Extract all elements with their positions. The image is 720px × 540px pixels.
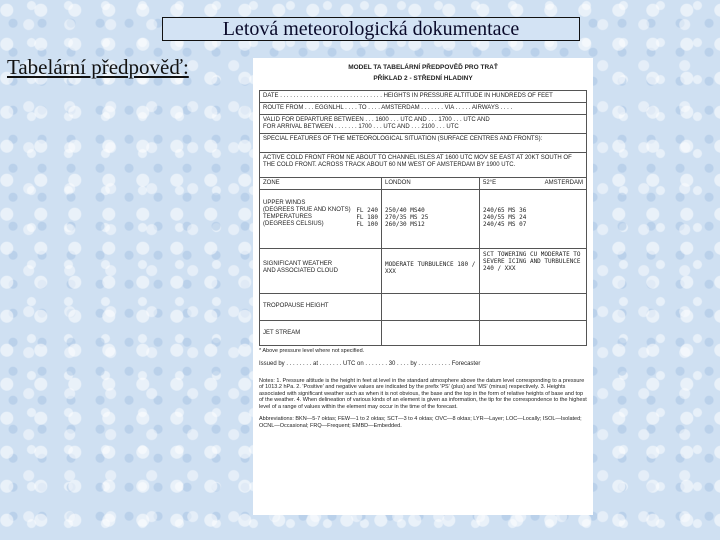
validity-row — [260, 115, 586, 134]
zone-london: LONDON — [382, 178, 480, 189]
zone-mid: 52°E — [483, 180, 497, 186]
weather-row — [260, 249, 586, 294]
special-features-row: SPECIAL FEATURES OF THE METEOROLOGICAL SITUATION (SURFACE CENTRES AND FRONTS): — [260, 134, 586, 153]
jet-stream-label: JET STREAM — [260, 321, 382, 345]
valid-departure: VALID FOR DEPARTURE BETWEEN . . . 1600 . . . UTC AND . . . 1700 . . . UTC AND — [263, 117, 490, 123]
doc-frame — [259, 90, 587, 346]
upper-winds-row — [260, 190, 586, 249]
doc-abbreviations: Abbreviations: BKN—5-7 oktas; FEW—1 to 2 oktas; SCT—3 to 4 oktas; OVC—8 oktas; LYR—Layer; LOC—Locally; ISOL—Isolated; OCNL—Occasional; FRQ—Frequent; EMBD—Embedded. — [259, 416, 582, 429]
forecast-document — [253, 58, 593, 515]
valid-arrival: FOR ARRIVAL BETWEEN . . . . . . . 1700 . . . UTC AND . . . 2100 . . . UTC — [263, 124, 459, 130]
cold-front-row: ACTIVE COLD FRONT FROM NE ABOUT TO CHANNEL ISLES AT 1600 UTC MOV SE EAST AT 20KT SOUTH OF THE COLD FRONT. ACROSS TRACK ABOUT 60 NM WEST OF AMSTERDAM BY 1900 UTC. — [260, 153, 586, 178]
doc-notes: Notes: 1. Pressure altitude is the height in feet at level in the standard atmosphere above the datum level corresponding to a pressure of 1013.2 hPa. 2. 'Positive' and negative values are indicated by the prefix 'PS' (plus) and 'MS' (minus) respectively. 3. Heights associated with significant weather such as when it is not obvious, the base and the top in the form of relative heights of base and top of the weather. 4. When delineation of various kinds of an element is given as information, the tip for the correspondence to the highest level of a range of values within the element may occur in the time of the forecast. — [259, 377, 587, 410]
above-note: * Above pressure level where not specified. — [259, 348, 365, 354]
winds-london-values: 250/40 MS40 270/35 MS 25 260/30 MS12 — [382, 190, 480, 248]
slide-subtitle: Tabelární předpověď: — [7, 55, 189, 79]
doc-model-title: MODEL TA TABELÁRNÍ PŘEDPOVĚĎ PRO TRAŤ — [348, 64, 498, 71]
slide-title: Letová meteorologická dokumentace — [162, 17, 580, 41]
zone-amsterdam: AMSTERDAM — [544, 180, 583, 186]
winds-labels: UPPER WINDS (DEGREES TRUE AND KNOTS) TEMPERATURES (DEGREES CELSIUS) — [263, 200, 351, 227]
winds-amsterdam-values: 240/65 MS 36 240/55 MS 24 240/45 MS 07 — [483, 207, 527, 228]
tropopause-label: TROPOPAUSE HEIGHT — [260, 294, 382, 320]
zone-label: ZONE — [260, 178, 382, 189]
route-row: ROUTE FROM . . . EGGNLHL . . . . TO . . . . AMSTERDAM . . . . . . . VIA . . . . . AIRWAYS . . . . — [260, 103, 586, 115]
tropopause-row — [260, 294, 586, 321]
zone-header-row — [260, 178, 586, 190]
jet-stream-row — [260, 321, 586, 345]
issued-line: Issued by . . . . . . . . at . . . . . . . UTC on . . . . . . . 30 . . . . by . . . . . . . . . . Forecaster — [259, 360, 481, 367]
doc-example-title: PŘÍKLAD 2 - STŘEDNÍ HLADINY — [373, 75, 473, 82]
weather-amsterdam: SCT TOWERING CU MODERATE TO SEVERE ICING AND TURBULENCE 240 / XXX — [483, 251, 581, 272]
date-row: DATE . . . . . . . . . . . . . . . . . . . . . . . . . . . . . . . HEIGHTS IN PRESSURE ALTITUDE IN HUNDREDS OF FEET — [260, 91, 586, 103]
weather-label: SIGNIFICANT WEATHER AND ASSOCIATED CLOUD — [260, 249, 382, 293]
winds-levels: FL 240 FL 180 FL 100 — [356, 207, 378, 228]
weather-london: MODERATE TURBULENCE 180 / XXX — [382, 249, 480, 293]
